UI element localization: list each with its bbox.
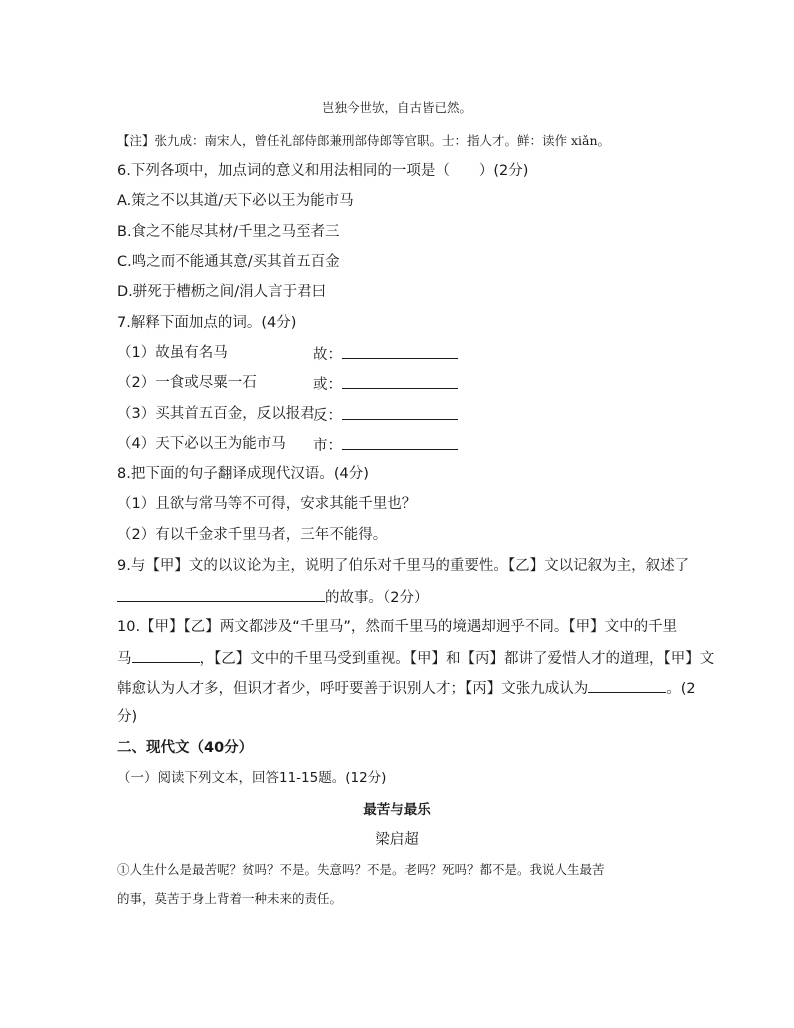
q7-item-3 — [117, 404, 577, 424]
q7-item-4 — [117, 434, 577, 454]
q9-line-2-text: 的故事。（2分） — [325, 590, 429, 606]
q10-line-3-a: 韩愈认为人才多，但识才者少，呼吁要善于识别人才；【丙】文张九成认为 — [117, 681, 589, 697]
article-paragraph-line: ①人生什么是最苦呢？贫吗？不是。失意吗？不是。老吗？死吗？都不是。我说人生最苦 — [117, 862, 605, 877]
q7-stem: 7.解释下面加点的词。(4分) — [117, 315, 297, 331]
q6-option-d: D.骈死于槽枥之间/涓人言于君曰 — [117, 284, 327, 300]
answer-blank[interactable] — [132, 647, 200, 663]
poem-line: 岂独今世欤，自古皆已然。 — [321, 100, 472, 115]
article-title: 最苦与最乐 — [363, 802, 431, 818]
q7-item-word — [313, 434, 458, 456]
q10-line-1: 10.【甲】【乙】两文都涉及“千里马”，然而千里马的境遇却迥乎不同。【甲】文中的千里 — [117, 619, 678, 635]
q6-option-a: A.策之不以其道/天下必以王为能市马 — [117, 193, 354, 209]
q7-item-word — [313, 373, 458, 395]
annotation-note: 【注】张九成：南宋人，曾任礼部侍郎兼刑部侍郎等官职。士：指人才。鲜：读作 xiǎn。 — [117, 133, 611, 148]
answer-blank[interactable] — [342, 434, 458, 450]
article-author: 梁启超 — [375, 832, 419, 848]
q7-item-sentence: （1）故虽有名马 — [117, 345, 228, 361]
q7-item-sentence: （3）买其首五百金，反以报君 — [117, 406, 315, 422]
answer-blank[interactable] — [342, 404, 458, 420]
q7-item-word-label: 反： — [313, 408, 342, 424]
q8-item-2: （2）有以千金求千里马者，三年不能得。 — [117, 527, 388, 543]
q9-line-1: 9.与【甲】文的以议论为主，说明了伯乐对千里马的重要性。【乙】文以记叙为主，叙述了 — [117, 558, 690, 574]
q7-item-2 — [117, 373, 577, 393]
q7-item-sentence: （2）一食或尽粟一石 — [117, 375, 257, 391]
q10-line-2-a: 马 — [117, 651, 132, 667]
q7-item-word — [313, 404, 458, 426]
q10-line-2 — [117, 647, 714, 669]
q6-stem: 6.下列各项中，加点词的意义和用法相同的一项是（ ）(2分) — [117, 163, 529, 179]
section-heading: 二、现代文（40分） — [117, 740, 254, 756]
q7-item-word — [313, 343, 458, 365]
q8-stem: 8.把下面的句子翻译成现代汉语。(4分) — [117, 466, 369, 482]
q7-item-sentence: （4）天下必以王为能市马 — [117, 436, 286, 452]
q10-line-3 — [117, 677, 696, 699]
q10-line-3-b: 。(2 — [666, 681, 696, 697]
answer-blank[interactable] — [342, 343, 458, 359]
q10-line-2-b: ，【乙】文中的千里马受到重视。【甲】和【丙】都讲了爱惜人才的道理，【甲】文 — [199, 651, 715, 667]
q9-line-2 — [117, 586, 428, 608]
q7-item-1 — [117, 343, 577, 363]
q7-item-word-label: 故： — [313, 347, 342, 363]
q6-option-c: C.鸣之而不能通其意/买其首五百金 — [117, 254, 340, 270]
answer-blank[interactable] — [117, 586, 325, 602]
section-subheading: （一）阅读下列文本，回答11-15题。(12分) — [117, 770, 387, 786]
q6-option-b: B.食之不能尽其材/千里之马至者三 — [117, 224, 340, 240]
q7-item-word-label: 市： — [313, 438, 342, 454]
answer-blank[interactable] — [342, 373, 458, 389]
q10-line-4: 分) — [117, 709, 138, 725]
answer-blank[interactable] — [588, 677, 666, 693]
article-paragraph-line: 的事，莫苦于身上背着一种未来的责任。 — [117, 891, 343, 906]
q8-item-1: （1）且欲与常马等不可得，安求其能千里也？ — [117, 496, 417, 512]
q7-item-word-label: 或： — [313, 377, 342, 393]
